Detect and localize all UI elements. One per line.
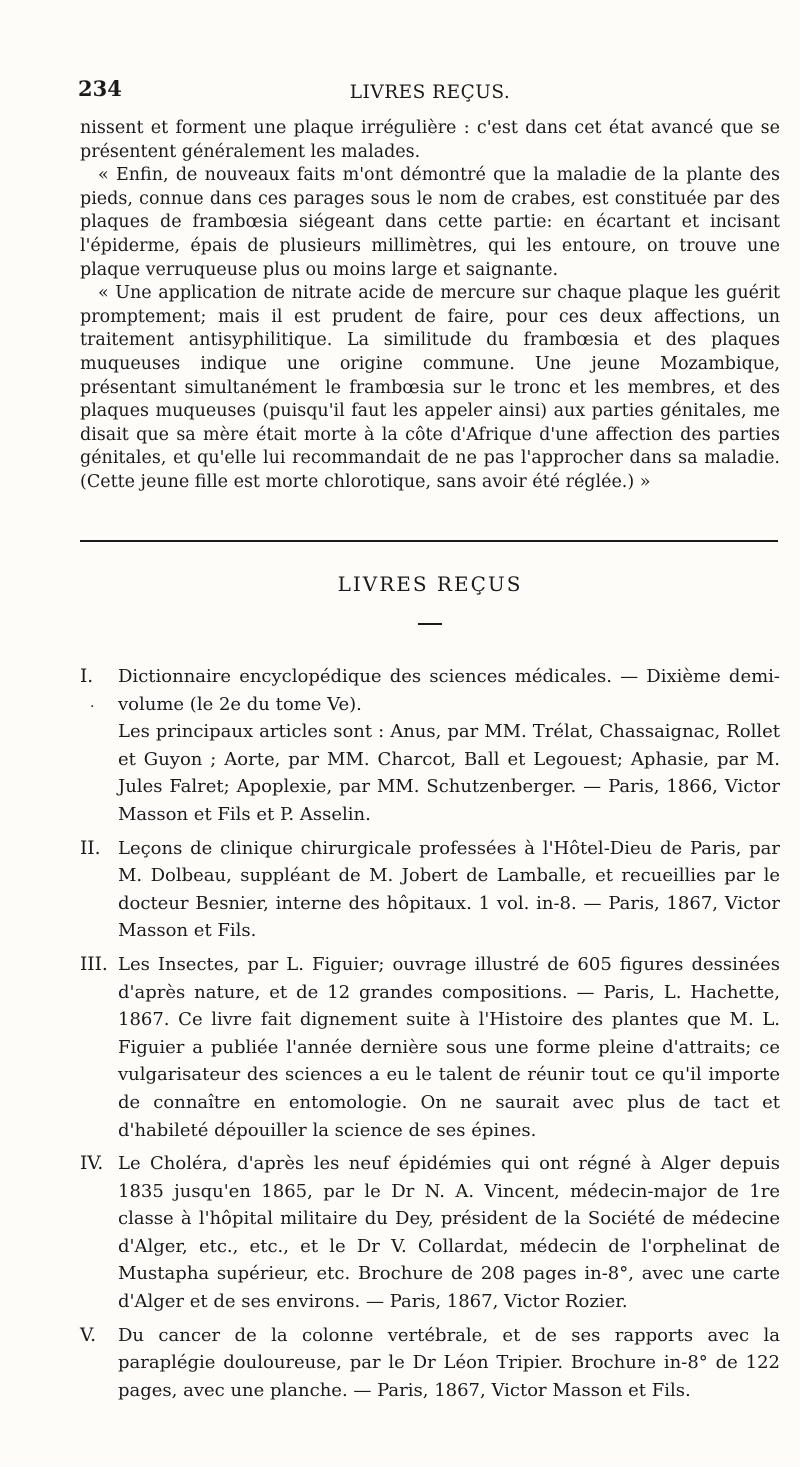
entry-text: Leçons de clinique chirurgicale professées à l'Hôtel-Dieu de Paris, par M. Dolbeau, suppléant de M. Jobert de Lamballe, et recueillies par le docteur Besnier, interne des hôpitaux. 1 vol. in-8. — Paris, 1867, Victor Masson et Fils. bbox=[118, 837, 780, 942]
body-text bbox=[80, 117, 780, 495]
entry-text: Les principaux articles sont : Anus, par MM. Trélat, Chassaignac, Rollet et Guyon ; Aorte, par MM. Charcot, Ball et Legouest; Aphasie, par M. Jules Falret; Apoplexie, par MM. Schutzenberger. — Paris, 1866, Victor Masson et Fils et P. Asselin. bbox=[118, 721, 780, 825]
entry-text: Le Choléra, d'après les neuf épidémies qui ont régné à Alger depuis 1835 jusqu'en 1865, par le Dr N. A. Vincent, médecin-major de 1re classe à l'hôpital militaire du Dey, président de la Société de médecine d'Alger, etc., etc., et le Dr V. Collardat, médecin de l'orphelinat de Mustapha supérieur, etc. Brochure de 208 pages in-8°, avec une carte d'Alger et de ses environs. — Paris, 1867, Victor Rozier. bbox=[118, 1153, 780, 1313]
running-head: LIVRES REÇUS. bbox=[349, 82, 511, 103]
list-item bbox=[80, 1150, 780, 1316]
entry-text: Du cancer de la colonne vertébrale, et de ses rapports avec la paraplégie douloureuse, par le Dr Léon Tripier. Brochure in-8° de 122 pages, avec une planche. — Paris, 1867, Victor Masson et Fils. bbox=[118, 1324, 780, 1401]
list-item bbox=[80, 663, 780, 829]
book-list bbox=[80, 663, 780, 1410]
section-divider bbox=[80, 540, 778, 542]
entry-number: I. bbox=[80, 666, 94, 687]
body-paragraph: « Enfin, de nouveaux faits m'ont démontré que la maladie de la plante des pieds, connue dans ces parages sous le nom de crabes, est constituée par des plaques de frambœsia siégeant dans cette partie: en écartant et incisant l'épiderme, épais de plusieurs millimètres, qui les entoure, on trouve une plaque verruqueuse plus ou moins large et saignante. bbox=[80, 165, 780, 280]
section-title: LIVRES REÇUS bbox=[337, 572, 523, 596]
entry-text: Les Insectes, par L. Figuier; ouvrage illustré de 605 figures dessinées d'après nature, et de 12 grandes compositions. — Paris, L. Hachette, 1867. Ce livre fait dignement suite à l'Histoire des plantes que M. L. Figuier a publiée l'année dernière sous une forme pleine d'attraits; ce vulgarisateur des sciences a eu le talent de réunir tout ce qu'il importe de connaître en entomologie. On ne saurait avec plus de tact et d'habileté dépouiller la science de ses épines. bbox=[118, 953, 780, 1141]
bullet-dot-icon: · bbox=[90, 699, 95, 715]
list-item bbox=[80, 951, 780, 1144]
list-item bbox=[80, 835, 780, 945]
page-header bbox=[0, 68, 800, 108]
entry-number: III. bbox=[80, 953, 108, 975]
entry-text: Dictionnaire encyclopédique des sciences médicales. — Dixième demi-volume (le 2e du tome Ve). bbox=[118, 666, 780, 715]
page-number: 234 bbox=[78, 76, 122, 101]
entry-number: V. bbox=[80, 1324, 97, 1346]
entry-number: II. bbox=[80, 837, 101, 859]
title-underline bbox=[418, 623, 442, 625]
body-paragraph: nissent et forment une plaque irrégulière : c'est dans cet état avancé que se présentent généralement les malades. bbox=[80, 118, 780, 162]
entry-number: IV. bbox=[80, 1153, 104, 1175]
body-paragraph: « Une application de nitrate acide de mercure sur chaque plaque les guérit promptement; mais il est prudent de faire, pour ces deux affections, un traitement antisyphilitique. La similitude du frambœsia et des plaques muqueuses indique une origine commune. Une jeune Mozambique, présentant simultanément le frambœsia sur le tronc et les membres, et des plaques muqueuses (puisqu'il faut les appeler ainsi) aux parties génitales, me disait que sa mère était morte à la côte d'Afrique d'une affection des parties génitales, et qu'elle lui recommandait de ne pas l'approcher dans sa maladie. (Cette jeune fille est morte chlorotique, sans avoir été réglée.) » bbox=[80, 283, 780, 492]
list-item bbox=[80, 1322, 780, 1405]
